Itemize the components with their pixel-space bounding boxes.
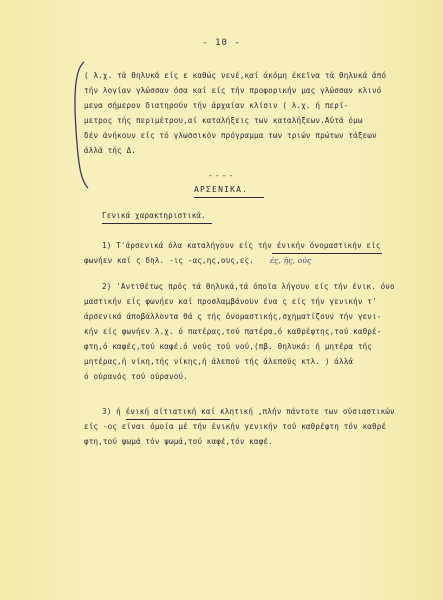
section-title: ΑΡΣΕΝΙΚΑ. [194,185,249,194]
text-line: μετρος τής περιμέτρου,αί καταλήξεις των καταλήξεων.Αύτά όμω [84,116,363,125]
page-number: - 10 - [202,38,241,48]
text-line: 3) ή ένική αίτιατική καί κλητική ,πλήν πάντοτε των ούσιαστικών [102,407,395,416]
text-line: κήν είς φωνήεν λ.χ. ό πατέρας,τού πατέρα,ό καθρέφτης,τού καθρέ- [84,327,382,336]
text-line: άλλά τής Δ. [84,146,136,155]
text-line: τήν λογίαν γλώσσαν όσα καί είς τήν προφορικήν μας γλώσσαν κλινό [84,86,382,95]
text-line: φτη,ό καφές,τού καφέ.ό νούς τού νού,(πβ. θηλυκά: ή μητέρα τής [84,342,373,351]
text-line: ό ούρανός τού ούρανού. [84,372,188,381]
text-line: μητέρας,ή νίκη,τής νίκης,ή άλεπού τής άλεπούς κτλ. ) άλλά [84,357,354,366]
title-underline [194,197,264,198]
section-dashes: ---- [208,171,236,180]
text-line: μαστικήν είς φωνήεν καί προσλαμβάνουν ένα ς είς τήν γενικήν τ' [84,297,377,306]
text-line: δέν άνήκουν είς τό γλωσσικόν πρόγραμμα των τριών πρώτων τάξεων [84,131,377,140]
text-line: άρσενικά άποβάλλοντα θά ς τής όνομαστικής,σχηματίζουν τήν γενι- [84,312,382,321]
text-line: φτη,τού ψωμά τόν ψωμά,τού καφέ,τόν καφέ. [84,437,273,446]
handwritten-note: ές, ής, ούς [270,256,312,265]
section-subtitle: Γενικά χαρακτηριστικά. [102,211,206,220]
text-line: είς -ος είναι όμοία μέ τήν ένικήν γενικήν τού καθρέφτη τόν καθρέ [84,422,387,431]
text-line: 2) 'Αντιθέτως πρός τά θηλυκά,τά όποϊα λήγουν είς τήν ένικ. όνο [102,282,395,291]
text-line: ( λ.χ. τά θηλυκά είς ε καθώς νενέ,καί άκόμη έκεϊνα τά θηλυκά άπό [84,71,387,80]
text-line: φωνήεν καί ς δηλ. -ις -ας,ης,ους,ες. [84,256,254,265]
subtitle-underline [102,223,212,224]
text-line: μενα σήμερον διατηρούν τήν άρχαίαν κλίσιν ( λ.χ. ή περί- [84,101,349,110]
text-underline [126,419,230,420]
text-line: 1) Τ'άρσενικά όλα καταλήγουν είς τήν ένικήν όνομαστικήν είς [102,241,381,250]
text-underline [272,253,382,254]
